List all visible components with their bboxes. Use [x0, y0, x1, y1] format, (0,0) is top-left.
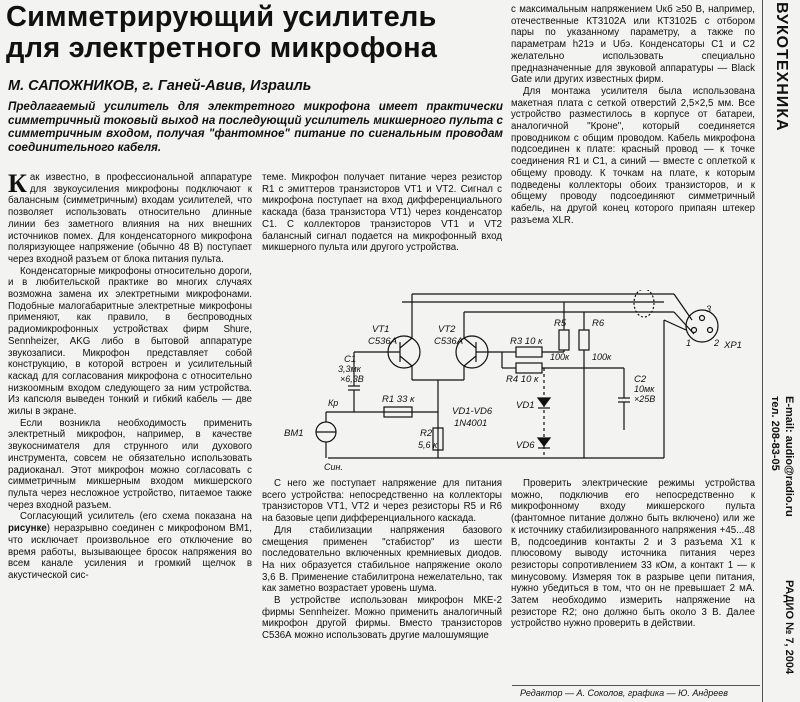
column-3-top — [511, 4, 755, 226]
side-divider — [762, 0, 763, 702]
paragraph: Для монтажа усилителя была использована макетная плата с сеткой отверстий 2,5×2,5 мм. Все устройство разместилось в корпусе от батареи, аналогичной "Кроне", который соединяется проводником с общим проводом. Кабель микрофона подсоединен к плате: красный провод — к точке соединения R1 и С1, а синий — вместе с оплеткой к общему проводу. К точкам на плате, к которым подведены коллекторы обоих транзисторов, и к общему проводу подсоединяют симметричный кабель, на другой конец которого припаян штекер разъема XLR. — [511, 85, 755, 226]
label-pin2: 2 — [714, 338, 720, 348]
label-c1-val2: ×6,3В — [340, 374, 364, 384]
resistor-r5-symbol — [559, 330, 569, 350]
circuit-schematic — [254, 290, 754, 478]
author-line: М. САПОЖНИКОВ, г. Ганей-Авив, Израиль — [8, 78, 312, 94]
label-r5: R5 — [554, 318, 567, 329]
column-1 — [8, 169, 252, 582]
paragraph: В устройстве использован микрофон МКЕ-2 фирмы Sennheizer. Можно применить аналогичный микрофон другой фирмы. Вместо транзисторов С536А можно использовать другие малошумящие — [262, 595, 502, 642]
label-vt2: VT2 — [438, 324, 456, 335]
column-2-top — [262, 172, 502, 254]
resistor-r6-symbol — [579, 330, 589, 350]
label-pin1: 1 — [686, 338, 692, 348]
label-r2-val: 5,6 к — [418, 440, 438, 450]
label-vd6: VD6 — [516, 440, 535, 451]
label-c2-val2: ×25В — [634, 394, 656, 404]
label-c2: С2 — [634, 374, 647, 385]
label-r6: R6 — [592, 318, 605, 329]
label-r6-val: 100к — [592, 352, 612, 362]
credit-divider — [512, 685, 760, 686]
drop-cap: К — [8, 169, 27, 198]
label-r4: R4 10 к — [506, 374, 539, 385]
paragraph: Для стабилизации напряжения базового смещения применен "стабистор" из шести последовательно включенных кремниевых диодов. На них образуется стабильное напряжение около 3,6 В. Применение стабилитрона нежелательно, так как заметно возрастает уровень шума. — [262, 524, 502, 595]
title-line-1: Симметрирующий усилитель — [6, 1, 437, 33]
phone-label: тел. 208-83-05 — [769, 396, 781, 471]
label-c1-val1: 3,3мк — [338, 364, 361, 374]
article-title — [6, 2, 506, 64]
paragraph: Проверить электрические режимы устройства можно, подключив его непосредственно к микрофонному входу микшерского пульта (фантомное питание должно быть включено) или же к источнику стабилизированного напряжения +45...48 В, подсоединив контакты 2 и 3 разъема Х1 к плюсовому выводу источника питания через резисторы сопротивлением 33 кОм, а контакт 1 — к минусовому. Измеряя ток в разрыве цепи питания, нужно убедиться в том, что он не превышает 2 мА. Затем необходимо измерить напряжение на резисторе R2; оно должно быть около 3 В. Далее устройство нужно проверить в действии. — [511, 478, 755, 630]
resistor-r4-symbol — [516, 363, 542, 373]
paragraph: С него же поступает напряжение для питания всего устройства: непосредственно на коллекторы транзисторов VT1, VT2 и через резисторы R5 и R6 на базовые цепи дифференциального каскада. — [262, 478, 502, 525]
label-xp1: XP1 — [724, 340, 742, 351]
label-r3: R3 10 к — [510, 336, 543, 347]
editor-credit: Редактор — А. Соколов, графика — Ю. Андреев — [520, 688, 728, 698]
label-r5-val: 100к — [550, 352, 570, 362]
column-2-bottom — [262, 478, 502, 642]
label-r1: R1 33 к — [382, 394, 415, 405]
label-vd-range: VD1-VD6 — [452, 406, 493, 417]
label-pin3: 3 — [706, 304, 712, 314]
issue-label: РАДИО № 7, 2004 — [783, 580, 795, 675]
title-line-2: для электретного микрофона — [6, 32, 438, 64]
label-vt1: VT1 — [372, 324, 390, 335]
paragraph: Согласующий усилитель (его схема показана на рисунке) неразрывно соединен с микрофоном ВМ1, что исключает произвольное его отключение во время работы, вызывающее бросок напряжения во всем канале усиления и громкий щелчок в акустической сис- — [8, 511, 252, 581]
diode-vd6-symbol — [538, 438, 550, 446]
diode-vd1-symbol — [538, 398, 550, 406]
column-3-bottom — [511, 478, 755, 630]
label-r2: R2 — [420, 428, 433, 439]
label-vd-type: 1N4001 — [454, 418, 488, 429]
paragraph: Как известно, в профессиональной аппаратуре для звукоусиления микрофоны подключают к балансным (симметричным) входам усилителей, что позволяет использовать относительно длинные линии без заметного влияния на них внешних источников помех. Для конденсаторного микрофона поляризующее напряжение (обычно 48 В) поступает через входной разъем от блока питания пульта. — [8, 169, 252, 265]
lead-paragraph: Предлагаемый усилитель для электретного микрофона имеет практически симметричный токовый выход на последующий усилитель микшерного пульта с симметричным входом, получая "фантомное" питание по сигнальным проводам соединительного кабеля. — [8, 100, 503, 154]
label-c2-val1: 10мк — [634, 384, 655, 394]
email-label: E-mail: audio@radio.ru — [783, 396, 795, 517]
paragraph: Конденсаторные микрофоны относительно дороги, и в любительской практике во многих случаях возможна замена их электретными микрофонами. Подобные малогабаритные электретные микрофоны применяют, как правило, в беспроводных радиомикрофонных устройствах фирм Shure, Sennheizer, AKG либо в бытовой аппаратуре звукозаписи. Микрофон представляет собой конструкцию, в которой встроен и усилительный каскад для согласования микрофона с относительно низкоомным входом следующего за ним устройства. Из капсюля выведен тонкий и гибкий кабель — две жилы в экране. — [8, 265, 252, 418]
paragraph: Если возникла необходимость применить электретный микрофон, например, в качестве звукоснимателя для струнного или духового инструмента, совсем не обязательно использовать радиоканал. Этот микрофон можно согласовать с симметричным микшерным входом микшерского пульта через несложное устройство, питаемое также через входной разъем. — [8, 417, 252, 511]
label-bm1: ВМ1 — [284, 428, 304, 439]
paragraph: с максимальным напряжением Uкб ≥50 В, например, отечественные КТ3102А или КТ3102Б с отбором пары по указанному параметру, а также по параметрам h21э и Uбэ. Конденсаторы С1 и С2 желательно использовать специально предназначенные для звуковой аппаратуры — Black Gate или других известных фирм. — [511, 4, 755, 86]
figure-reference: рисунке — [8, 523, 47, 535]
resistor-r3-symbol — [516, 347, 542, 357]
label-kr: Кр — [328, 398, 339, 408]
paragraph: теме. Микрофон получает питание через резистор R1 с эмиттеров транзисторов VT1 и VT2. Сигнал с микрофона поступает на вход дифференциального каскада (база транзистора VT1) через конденсатор С1. С коллекторов транзисторов VT1 и VT2 балансный сигнал подается на микрофонный вход микшерного пульта или другого устройства. — [262, 172, 502, 254]
label-vd1: VD1 — [516, 400, 535, 411]
label-vt2-type: С536А — [434, 336, 464, 347]
section-label: ВУКОТЕХНИКА — [773, 2, 790, 132]
label-vt1-type: С536А — [368, 336, 398, 347]
label-c1: С1 — [344, 354, 357, 365]
label-sin: Син. — [324, 462, 343, 472]
